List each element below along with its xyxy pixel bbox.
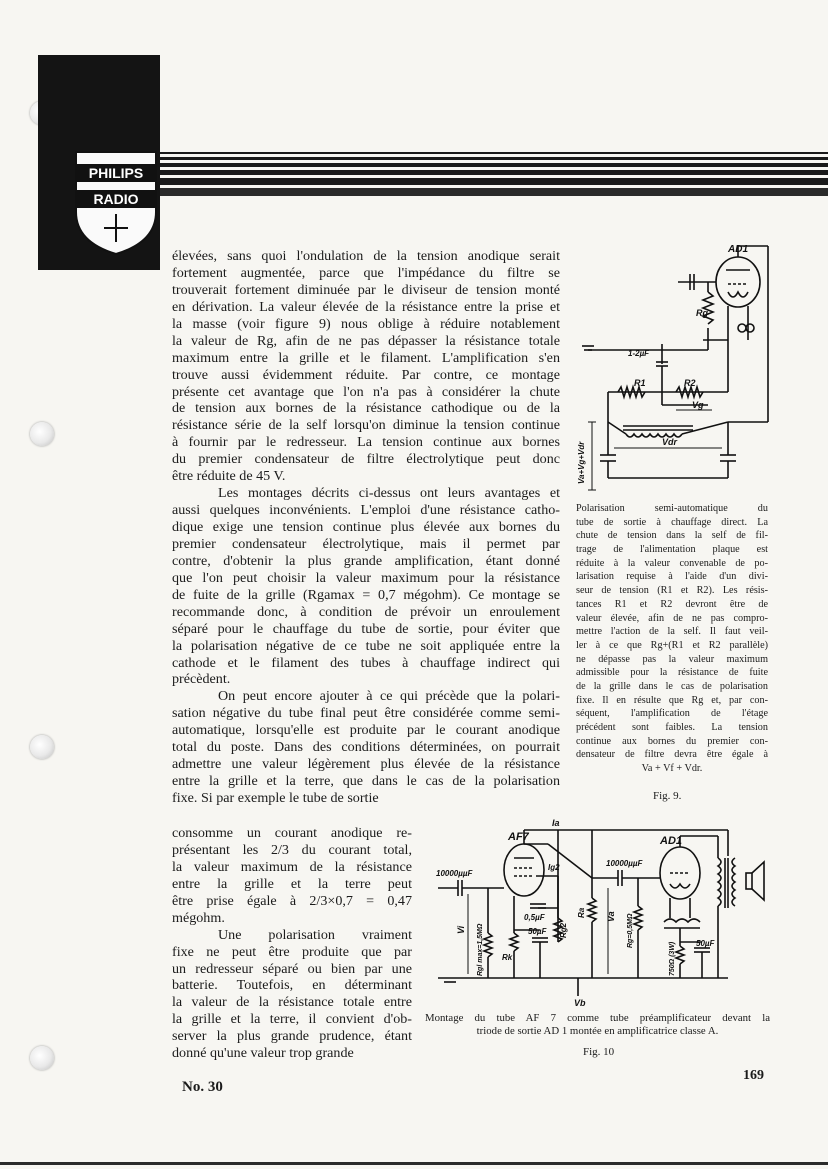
page-number: 169 bbox=[743, 1068, 764, 1083]
fig10-ia-label: Ia bbox=[552, 818, 560, 828]
fig10-vb-label: Vb bbox=[574, 998, 586, 1008]
body-text-column bbox=[172, 248, 560, 807]
text-line: Va + Vf + Vdr. bbox=[641, 763, 703, 775]
punch-hole bbox=[30, 422, 54, 446]
fig9-tube-label: AD1 bbox=[728, 244, 749, 255]
text-line: Une polarisation vraiment bbox=[218, 926, 412, 943]
text-line: mégohm. bbox=[172, 909, 225, 926]
text-line: être réduite de 45 V. bbox=[172, 468, 286, 485]
fig10-rk750-label: 750Ω (3W) bbox=[669, 941, 676, 976]
text-line: trouverait fortement diminuée par le diviseur de tension monté bbox=[172, 281, 560, 298]
fig10-label: Fig. 10 bbox=[583, 1046, 615, 1058]
text-line: à fournir par le redresseur. La tension continue aux bornes bbox=[172, 434, 560, 451]
philips-shield-logo bbox=[74, 150, 158, 256]
fig10-ra-label: Ra bbox=[577, 907, 586, 918]
fig10-tube2-label: AD1 bbox=[660, 835, 683, 847]
text-line: densateur de filtre devra être égale à bbox=[576, 749, 768, 761]
text-line: dique exige une tension continue plus élevée aux bornes du bbox=[172, 519, 560, 535]
fig9-r2-label: R2 bbox=[684, 378, 696, 388]
body-text-narrow bbox=[172, 825, 412, 1062]
text-line: ne dépasse pas la valeur maximum bbox=[576, 653, 768, 665]
fig10-c50b-label: 50µF bbox=[696, 939, 715, 948]
fig10-rgmax-label: Rgl max=1,5MΩ bbox=[477, 923, 484, 976]
text-line: aussi quelques inconvénients. L'emploi d'une résistance catho- bbox=[172, 502, 560, 519]
text-line: séquent, l'amplification de l'étage bbox=[576, 708, 768, 720]
text-line: fortement augmentée, parce que l'impédance du filtre se bbox=[172, 264, 560, 281]
fig10-ig2-label: Ig2 bbox=[548, 863, 560, 872]
text-line: cathode et le filament des tubes à chauffage indirect qui bbox=[172, 654, 560, 671]
text-line: du premier condensateur de filtre électrolytique peut donc bbox=[172, 451, 560, 468]
fig10-c50a-label: 50µF bbox=[528, 927, 547, 936]
text-line: admissible pour la résistance de fuite bbox=[576, 667, 768, 679]
fig9-cap-label: 1-2µF bbox=[628, 349, 650, 358]
text-line: séparé pour le chauffage du tube de sortie, pour éviter que bbox=[172, 620, 560, 637]
text-line: la polarisation négative de ce tube ne soit appliquée entre la bbox=[172, 637, 560, 654]
text-line: élevées, sans quoi l'ondulation de la tension anodique serait bbox=[172, 248, 560, 264]
text-line: fixe ne peut être produite que par bbox=[172, 943, 412, 960]
text-line: que l'on peut choisir la valeur maximum pour la résistance bbox=[172, 569, 560, 586]
punch-hole bbox=[30, 735, 54, 759]
text-line: ler à ce que Rg+(R1 et R2 parallèle) bbox=[576, 639, 768, 651]
text-line: précédent sont faibles. La tension bbox=[576, 722, 768, 733]
fig10-va-label: Va bbox=[606, 911, 616, 922]
text-line: réduite à la valeur convenable de po- bbox=[576, 557, 768, 569]
text-line: total du poste. Dans des conditions déterminées, on pourrait bbox=[172, 739, 560, 756]
text-line: entre la grille et la terre, que dans le cas de la polarisation bbox=[172, 773, 560, 790]
text-line: donné qu'une valeur trop grande bbox=[172, 1045, 354, 1062]
text-line: la valeur de la résistance totale entre bbox=[172, 994, 412, 1011]
text-line: admettre une valeur légèrement plus élevée de la résistance bbox=[172, 756, 560, 773]
text-line: premier condensateur électrolytique, mais il permet par bbox=[172, 535, 560, 552]
text-line: automatique, lorsqu'elle est produite par le courant anodique bbox=[172, 722, 560, 739]
fig10-vi-label: Vi bbox=[456, 925, 466, 934]
text-line: Les montages décrits ci-dessus ont leurs avantages et bbox=[218, 485, 560, 502]
text-line: maximum entre la grille et le filament. L'amplification s'en bbox=[172, 349, 560, 366]
text-line: chute de tension dans la self de fil- bbox=[576, 530, 768, 542]
text-line: de la grille dans le cas de polarisation bbox=[576, 680, 768, 692]
text-line: consomme un courant anodique re- bbox=[172, 825, 412, 841]
text-line: entre la grille et la terre peut bbox=[172, 875, 412, 892]
fig10-cin-label: 10000µµF bbox=[436, 869, 473, 878]
text-line: fixe. Il en résulte que Rg et, par con- bbox=[576, 694, 768, 706]
figure-10-circuit bbox=[428, 818, 778, 1008]
text-line: sation négative du tube final peut être considérée comme semi- bbox=[172, 705, 560, 722]
figure-9-circuit bbox=[578, 240, 778, 502]
fig9-vsum-label: Va+Vg+Vdr bbox=[577, 441, 586, 484]
bottom-rule bbox=[0, 1162, 828, 1165]
header-stripes bbox=[160, 152, 828, 196]
text-line: la valeur maximum de la résistance bbox=[172, 858, 412, 875]
fig9-caption bbox=[576, 502, 768, 776]
text-line: précèdent. bbox=[172, 671, 231, 688]
punch-hole bbox=[30, 1046, 54, 1070]
text-line: Montage du tube AF 7 comme tube préamplificateur devant la bbox=[425, 1012, 770, 1024]
fig10-rg2-label: Rg2 bbox=[559, 922, 568, 938]
text-line: de tension aux bornes de la résistance cathodique ou de la bbox=[172, 400, 560, 417]
text-line: On peut encore ajouter à ce qui précède que la polari- bbox=[218, 688, 560, 705]
text-line: tube de sortie à chauffage direct. La bbox=[576, 516, 768, 528]
fig9-label: Fig. 9. bbox=[653, 790, 682, 802]
text-line: présente cet avantage que l'on n'a pas à considérer la chute bbox=[172, 383, 560, 400]
text-line: larisation requise à l'aide d'un divi- bbox=[576, 571, 768, 583]
text-line: trage de l'alimentation plaque est bbox=[576, 544, 768, 556]
text-line: batterie. Toutefois, en déterminant bbox=[172, 977, 412, 994]
text-line: contre, d'obtenir la plus grande amplification, étant donné bbox=[172, 552, 560, 569]
text-line: la valeur de Rg, afin de ne pas dépasser la résistance totale bbox=[172, 332, 560, 349]
text-line: recommande donc, à condition de prévoir un enroulement bbox=[172, 603, 560, 620]
text-line: server la plus grande prudence, étant bbox=[172, 1028, 412, 1045]
text-line: en dérivation. La valeur élevée de la résistance entre la prise et bbox=[172, 298, 560, 315]
fig10-rk-label: Rk bbox=[502, 953, 513, 962]
fig9-vg-label: Vg bbox=[692, 400, 704, 410]
fig9-vdr-label: Vdr bbox=[662, 437, 678, 447]
text-line: la grille et la terre, il convient d'ob- bbox=[172, 1011, 412, 1028]
brand-bottom: RADIO bbox=[93, 191, 139, 207]
fig10-caption bbox=[425, 1012, 770, 1038]
text-line: présentant les 2/3 du courant total, bbox=[172, 841, 412, 858]
text-line: triode de sortie AD 1 montée en amplificatrice classe A. bbox=[476, 1025, 719, 1037]
text-line: être prise égale à 2/3×0,7 = 0,47 bbox=[172, 892, 412, 909]
fig10-rg05-label: Rg=0,5MΩ bbox=[627, 913, 634, 948]
fig10-c05-label: 0,5µF bbox=[524, 913, 545, 922]
fig9-r1-label: R1 bbox=[634, 378, 646, 388]
fig10-tube1-label: AF7 bbox=[508, 831, 529, 843]
text-line: fixe. Si par exemple le tube de sortie bbox=[172, 790, 379, 806]
fig10-ccoup-label: 10000µµF bbox=[606, 859, 643, 868]
text-line: Polarisation semi-automatique du bbox=[576, 503, 768, 514]
text-line: continue aux bornes du premier con- bbox=[576, 735, 768, 747]
issue-number: No. 30 bbox=[182, 1079, 223, 1095]
text-line: valeur élevée, afin de ne pas compro- bbox=[576, 612, 768, 624]
text-line: tances R1 et R2 devront être de bbox=[576, 598, 768, 610]
text-line: la masse (voir figure 9) nous oblige à réduire notablement bbox=[172, 315, 560, 332]
text-line: un redresseur séparé ou bien par une bbox=[172, 960, 412, 977]
brand-top: PHILIPS bbox=[88, 165, 144, 181]
text-line: mettre l'action de la self. Il faut veil- bbox=[576, 626, 768, 638]
text-line: trouve aussi évidemment réduite. Par contre, ce montage bbox=[172, 366, 560, 383]
text-line: résistance série de la self lorsqu'on diminue la tension continue bbox=[172, 417, 560, 434]
text-line: de fuite de la grille (Rgamax = 0,7 mégohm). Ce montage se bbox=[172, 586, 560, 603]
fig9-rg-label: Rg bbox=[696, 308, 708, 318]
text-line: seur de tension (R1 et R2). Les résis- bbox=[576, 585, 768, 597]
